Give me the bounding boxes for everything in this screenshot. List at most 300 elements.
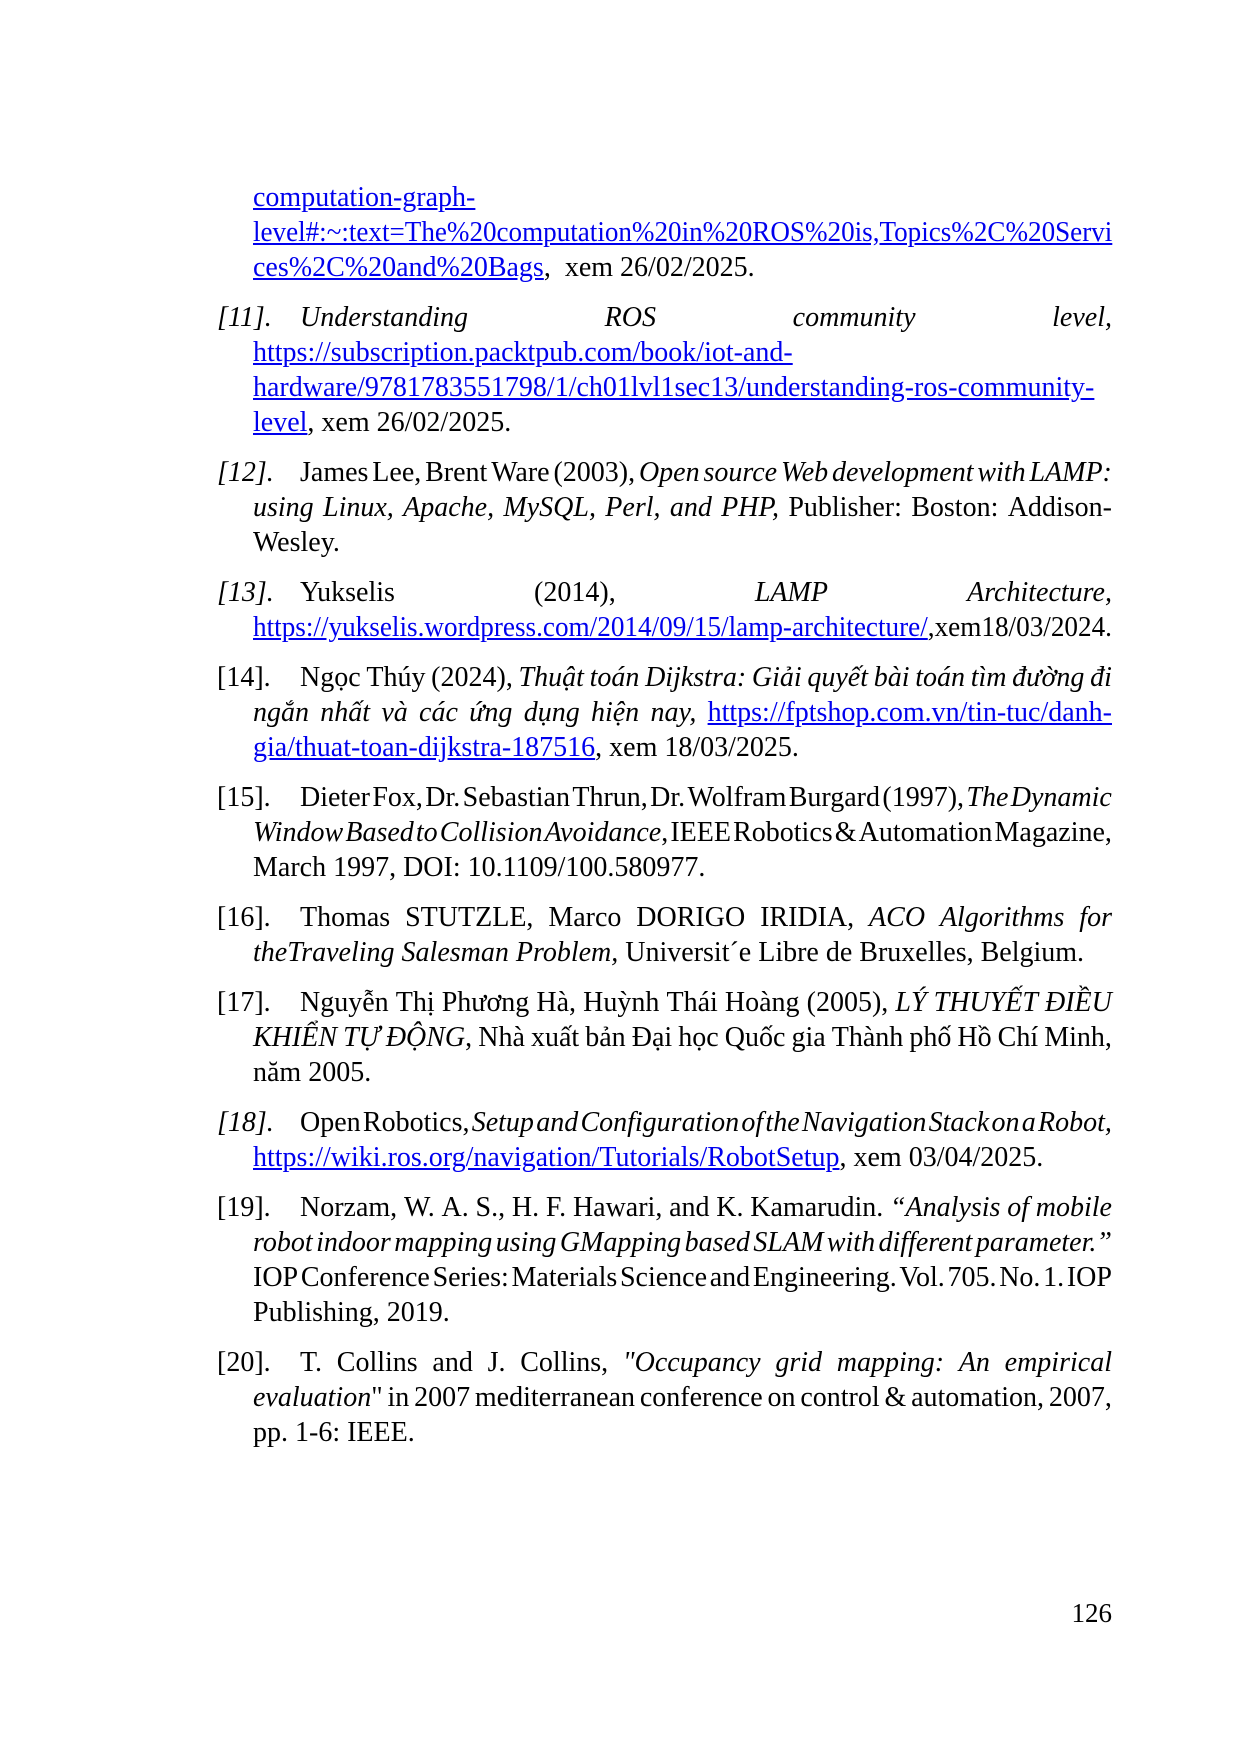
text-run: 2007, bbox=[1048, 1382, 1112, 1413]
text-run: Hồ bbox=[957, 1022, 992, 1053]
reference-entry bbox=[217, 575, 1112, 645]
reference-line bbox=[253, 1055, 1112, 1090]
text-run: Sebastian bbox=[462, 782, 570, 813]
text-run: control bbox=[800, 1382, 880, 1413]
text-run: gia bbox=[791, 1022, 826, 1053]
text-run: ACO bbox=[869, 902, 926, 933]
text-run: Addison- bbox=[1007, 492, 1112, 523]
text-run: robot bbox=[253, 1227, 313, 1258]
text-run: Understanding bbox=[300, 302, 468, 333]
reference-line bbox=[300, 300, 1112, 335]
word-group bbox=[403, 490, 494, 525]
word-group bbox=[703, 455, 777, 490]
text-run: (2005), bbox=[806, 987, 889, 1018]
word-group bbox=[967, 575, 1112, 610]
text-run: J. bbox=[487, 1347, 506, 1378]
word-group bbox=[882, 780, 964, 815]
reference-line bbox=[253, 730, 1112, 765]
text-run: IEEE bbox=[670, 817, 731, 848]
text-run: , bbox=[465, 1022, 473, 1053]
text-run: Avoidance bbox=[544, 817, 662, 848]
hyperlink[interactable]: https://fptshop.com.vn/tin-tuc/danh- bbox=[707, 697, 1112, 728]
reference-list bbox=[217, 300, 1112, 1450]
text-run: T. bbox=[300, 1347, 323, 1378]
word-group bbox=[1049, 1380, 1112, 1415]
reference-label: [11]. bbox=[217, 302, 272, 333]
word-group bbox=[879, 1225, 973, 1260]
word-group bbox=[433, 1260, 509, 1295]
word-group bbox=[753, 1260, 897, 1295]
word-group bbox=[1007, 1190, 1029, 1225]
word-group bbox=[832, 455, 974, 490]
word-group bbox=[940, 900, 1064, 935]
hyperlink[interactable]: hardware/9781783551798/1/ch01lvl1sec13/understanding-ros-community- bbox=[253, 372, 1095, 403]
word-group bbox=[929, 1105, 990, 1140]
word-group bbox=[1029, 455, 1111, 490]
word-group bbox=[995, 815, 1112, 850]
reference-label: [13]. bbox=[217, 577, 274, 608]
text-run: Window bbox=[253, 817, 344, 848]
text-run: Automation bbox=[858, 817, 993, 848]
word-group bbox=[991, 1105, 1019, 1140]
text-run: Apache, bbox=[403, 492, 495, 523]
text-run: LAMP: bbox=[1029, 457, 1112, 488]
word-group bbox=[300, 575, 395, 610]
hyperlink[interactable]: level bbox=[253, 407, 308, 438]
reference-line bbox=[300, 1345, 1112, 1380]
hyperlink[interactable]: https://yukselis.wordpress.com/2014/09/15/lamp-architecture/ bbox=[253, 612, 928, 643]
reference-line bbox=[300, 455, 1112, 490]
word-group bbox=[1038, 1105, 1112, 1140]
text-run: mobile bbox=[1035, 1192, 1112, 1223]
reference-line bbox=[253, 815, 1112, 850]
reference-continuation bbox=[217, 180, 1112, 285]
text-run: LÝ bbox=[895, 987, 927, 1018]
references-section bbox=[217, 180, 1112, 1450]
reference-line bbox=[300, 900, 1112, 935]
text-run: (2003), bbox=[553, 457, 636, 488]
word-group bbox=[832, 1020, 904, 1055]
text-run: Vol. bbox=[899, 1262, 945, 1293]
word-group bbox=[520, 1345, 608, 1380]
word-group bbox=[895, 985, 926, 1020]
word-group bbox=[469, 695, 512, 730]
word-group bbox=[890, 1190, 1000, 1225]
text-run: community bbox=[792, 302, 916, 333]
word-group bbox=[948, 1260, 997, 1295]
text-run: a bbox=[1021, 1107, 1036, 1138]
word-group bbox=[316, 1225, 391, 1260]
text-run: parameter.” bbox=[975, 1227, 1112, 1258]
hyperlink[interactable]: level#:~:text=The%20computation%20in%20ROS%20is,Topics%2C%20Servi bbox=[253, 217, 1113, 248]
text-run: Boston: bbox=[911, 492, 999, 523]
hyperlink[interactable]: https://subscription.packtpub.com/book/iot-and- bbox=[253, 337, 793, 368]
text-run: ROS bbox=[604, 302, 656, 333]
text-run: March 1997, DOI: 10.1109/100.580977. bbox=[253, 852, 706, 883]
word-group bbox=[300, 1190, 397, 1225]
text-run: grid bbox=[775, 1347, 823, 1378]
word-group bbox=[971, 660, 1007, 695]
text-run: (1997), bbox=[882, 782, 965, 813]
word-group bbox=[669, 1190, 709, 1225]
text-run: hiện bbox=[590, 697, 640, 728]
word-group bbox=[396, 985, 435, 1020]
word-group bbox=[788, 490, 902, 525]
text-run: Dr. bbox=[425, 782, 461, 813]
text-run: đi bbox=[1090, 662, 1112, 693]
reference-line bbox=[253, 215, 1113, 250]
word-group bbox=[253, 1380, 383, 1415]
text-run: An bbox=[958, 1347, 990, 1378]
word-group bbox=[1079, 900, 1112, 935]
word-group bbox=[425, 455, 487, 490]
word-group bbox=[791, 1020, 825, 1055]
word-group bbox=[793, 300, 916, 335]
text-run: Linux, bbox=[323, 492, 394, 523]
word-group bbox=[640, 1380, 763, 1415]
text-run: using bbox=[253, 492, 314, 523]
word-group bbox=[802, 1105, 926, 1140]
word-group bbox=[253, 695, 309, 730]
text-run: with bbox=[826, 1227, 876, 1258]
text-run: Series: bbox=[432, 1262, 509, 1293]
word-group bbox=[725, 985, 800, 1020]
text-run: nhất bbox=[320, 697, 371, 728]
text-run: , xem 03/04/2025. bbox=[839, 1142, 1044, 1173]
word-group bbox=[553, 455, 635, 490]
text-run: F. bbox=[545, 1192, 567, 1223]
text-run: pp. 1-6: IEEE. bbox=[253, 1417, 415, 1448]
word-group bbox=[645, 660, 746, 695]
word-group bbox=[381, 695, 407, 730]
text-run: 18/03/2024. bbox=[981, 612, 1112, 643]
text-run: THUYẾT bbox=[933, 987, 1038, 1018]
text-run: Algorithms bbox=[939, 902, 1065, 933]
word-group bbox=[977, 455, 1025, 490]
text-run: mediterranean bbox=[474, 1382, 636, 1413]
word-group bbox=[372, 780, 423, 815]
text-run: No. bbox=[999, 1262, 1041, 1293]
text-run: W. bbox=[403, 1192, 435, 1223]
word-group bbox=[440, 815, 543, 850]
word-group bbox=[475, 1380, 635, 1415]
word-group bbox=[387, 1380, 409, 1415]
word-group bbox=[372, 455, 421, 490]
word-group bbox=[536, 1105, 578, 1140]
word-group bbox=[590, 660, 640, 695]
word-group bbox=[884, 1380, 906, 1415]
text-run: Publishing, 2019. bbox=[253, 1297, 450, 1328]
text-run: using bbox=[495, 1227, 557, 1258]
word-group bbox=[583, 985, 659, 1020]
text-run: Dijkstra: bbox=[645, 662, 747, 693]
word-group bbox=[1043, 1260, 1064, 1295]
word-group bbox=[253, 1225, 313, 1260]
word-group bbox=[837, 1345, 944, 1380]
hyperlink[interactable]: computation-graph- bbox=[253, 182, 476, 213]
word-group bbox=[253, 610, 935, 645]
text-run: on bbox=[991, 1107, 1020, 1138]
text-run: Robot, bbox=[1037, 1107, 1112, 1138]
word-group bbox=[623, 1345, 761, 1380]
text-run: Thúy bbox=[366, 662, 426, 693]
word-group bbox=[670, 490, 712, 525]
word-group bbox=[708, 695, 1112, 730]
text-run: and bbox=[669, 1192, 710, 1223]
text-run: Dynamic bbox=[1010, 782, 1112, 813]
reference-line bbox=[253, 525, 1112, 560]
text-run: Configuration bbox=[580, 1107, 740, 1138]
word-group bbox=[300, 1345, 322, 1380]
word-group bbox=[755, 575, 828, 610]
text-run: K. bbox=[716, 1192, 744, 1223]
word-group bbox=[366, 660, 425, 695]
word-group bbox=[1008, 490, 1112, 525]
word-group bbox=[524, 695, 580, 730]
reference-line bbox=[253, 490, 1112, 525]
word-group bbox=[1005, 1345, 1112, 1380]
text-run: , xem 18/03/2025. bbox=[595, 732, 799, 763]
hyperlink[interactable]: gia/thuat-toan-dijkstra-187516 bbox=[253, 732, 596, 763]
hyperlink[interactable]: ces%2C%20and%20Bags bbox=[253, 252, 544, 283]
word-group bbox=[573, 1190, 662, 1225]
word-group bbox=[343, 1020, 380, 1055]
word-group bbox=[1012, 660, 1084, 695]
reference-label: [15]. bbox=[217, 782, 271, 813]
word-group bbox=[548, 900, 621, 935]
word-group bbox=[670, 815, 731, 850]
text-run: , xem 26/02/2025. bbox=[307, 407, 512, 438]
word-group bbox=[760, 900, 854, 935]
word-group bbox=[496, 1225, 557, 1260]
word-group bbox=[320, 695, 370, 730]
text-run: STUTZLE, bbox=[405, 902, 534, 933]
text-run: Science bbox=[619, 1262, 708, 1293]
text-run: Magazine, bbox=[994, 817, 1112, 848]
word-group bbox=[253, 815, 343, 850]
text-run: Marco bbox=[548, 902, 622, 933]
word-group bbox=[491, 455, 549, 490]
word-group bbox=[807, 660, 868, 695]
word-group bbox=[666, 985, 717, 1020]
text-run: " bbox=[371, 1382, 383, 1413]
text-run: & bbox=[884, 1382, 907, 1413]
reference-line bbox=[253, 335, 1112, 370]
word-group bbox=[710, 1260, 750, 1295]
word-group bbox=[300, 455, 368, 490]
word-group bbox=[911, 1380, 1044, 1415]
text-run: in bbox=[387, 1382, 410, 1413]
text-run: IOP bbox=[1066, 1262, 1112, 1293]
text-run: Materials bbox=[511, 1262, 618, 1293]
reference-label: [16]. bbox=[217, 902, 271, 933]
text-run: conference bbox=[639, 1382, 763, 1413]
text-run: Đại bbox=[631, 1022, 673, 1053]
text-run: James bbox=[300, 457, 369, 488]
word-group bbox=[639, 455, 700, 490]
text-run: Giải bbox=[751, 662, 802, 693]
text-run: Web bbox=[780, 457, 829, 488]
text-run: Kamarudin. bbox=[750, 1192, 884, 1223]
reference-line bbox=[300, 575, 1112, 610]
text-run: Thành bbox=[831, 1022, 904, 1053]
word-group bbox=[545, 815, 669, 850]
text-run: source bbox=[703, 457, 778, 488]
text-run: and bbox=[432, 1347, 473, 1378]
text-run: H. bbox=[511, 1192, 540, 1223]
word-group bbox=[1090, 660, 1112, 695]
text-run: Perl, bbox=[605, 492, 661, 523]
text-run: with bbox=[977, 457, 1026, 488]
text-run: xuất bbox=[530, 1022, 580, 1053]
text-run: Huỳnh bbox=[583, 987, 660, 1018]
word-group bbox=[503, 490, 596, 525]
text-run: IOP bbox=[253, 1262, 299, 1293]
word-group bbox=[531, 1020, 579, 1055]
text-run: quyết bbox=[807, 662, 869, 693]
text-run: nay, bbox=[650, 697, 697, 728]
word-group bbox=[789, 780, 880, 815]
text-run: evaluation bbox=[253, 1382, 372, 1413]
text-run: Yukselis bbox=[300, 577, 395, 608]
word-group bbox=[300, 300, 468, 335]
text-run: toán bbox=[915, 662, 965, 693]
text-run: bài bbox=[873, 662, 910, 693]
text-run: for bbox=[1079, 902, 1112, 933]
reference-entry bbox=[217, 1190, 1112, 1330]
word-group bbox=[650, 695, 696, 730]
reference-line bbox=[253, 935, 1112, 970]
word-group bbox=[300, 985, 389, 1020]
reference-line bbox=[253, 1140, 1112, 1175]
text-run: Stack bbox=[928, 1107, 990, 1138]
text-run: and bbox=[709, 1262, 751, 1293]
word-group bbox=[442, 1190, 469, 1225]
reference-label: [20]. bbox=[217, 1347, 271, 1378]
word-group bbox=[394, 1225, 492, 1260]
text-run: Universit´e Libre de Bruxelles, Belgium. bbox=[618, 937, 1085, 968]
text-run: , bbox=[927, 612, 935, 643]
word-group bbox=[935, 610, 982, 645]
text-run: Thrun, bbox=[572, 782, 648, 813]
word-group bbox=[725, 1020, 786, 1055]
text-run: Engineering. bbox=[752, 1262, 897, 1293]
word-group bbox=[767, 1380, 795, 1415]
word-group bbox=[869, 900, 925, 935]
word-group bbox=[386, 1020, 472, 1055]
text-run: toán bbox=[589, 662, 640, 693]
text-run: Thomas bbox=[300, 902, 391, 933]
word-group bbox=[476, 1190, 506, 1225]
text-run: (2024), bbox=[431, 662, 513, 693]
text-run: tìm bbox=[970, 662, 1007, 693]
text-run: Quốc bbox=[724, 1022, 786, 1053]
text-run: xem bbox=[934, 612, 982, 643]
word-group bbox=[959, 1345, 990, 1380]
word-group bbox=[363, 1105, 470, 1140]
text-run: 2007 bbox=[414, 1382, 471, 1413]
text-run: Norzam, bbox=[300, 1192, 398, 1223]
text-run: GMapping bbox=[559, 1227, 682, 1258]
text-run: Hoàng bbox=[724, 987, 800, 1018]
text-run: of bbox=[1007, 1192, 1029, 1223]
reference-line bbox=[253, 1415, 1112, 1450]
text-run: Thuật bbox=[518, 662, 584, 693]
word-group bbox=[678, 1020, 718, 1055]
page-number: 126 bbox=[1071, 1598, 1112, 1628]
reference-entry bbox=[217, 985, 1112, 1090]
word-group bbox=[253, 1020, 337, 1055]
text-run: PHP, bbox=[721, 492, 779, 523]
text-run: mapping: bbox=[836, 1347, 945, 1378]
reference-line bbox=[253, 1260, 1112, 1295]
text-run: Fox, bbox=[372, 782, 423, 813]
reference-line bbox=[253, 610, 1112, 645]
word-group bbox=[300, 780, 370, 815]
text-run: automation, bbox=[911, 1382, 1045, 1413]
text-run: Thị bbox=[395, 987, 435, 1018]
word-group bbox=[337, 1345, 418, 1380]
text-run: ngắn bbox=[253, 697, 309, 728]
word-group bbox=[909, 1020, 951, 1055]
reference-line bbox=[300, 1105, 1112, 1140]
reference-entry bbox=[217, 1105, 1112, 1175]
reference-line bbox=[253, 250, 1112, 285]
text-run: dụng bbox=[523, 697, 580, 728]
reference-entry bbox=[217, 660, 1112, 765]
text-run: 1. bbox=[1043, 1262, 1065, 1293]
word-group bbox=[1044, 1020, 1112, 1055]
text-run: the bbox=[765, 1107, 800, 1138]
text-run: level, bbox=[1052, 302, 1112, 333]
text-run: Collins, bbox=[520, 1347, 609, 1378]
word-group bbox=[999, 1260, 1040, 1295]
text-run: , xem 26/02/2025. bbox=[543, 252, 755, 283]
text-run: năm 2005. bbox=[253, 1057, 372, 1088]
text-run: theTraveling Salesman Problem, bbox=[253, 937, 619, 968]
word-group bbox=[546, 1190, 566, 1225]
word-group bbox=[1067, 1260, 1112, 1295]
word-group bbox=[650, 780, 685, 815]
text-run: empirical bbox=[1004, 1347, 1112, 1378]
hyperlink[interactable]: https://wiki.ros.org/navigation/Tutorials/RobotSetup bbox=[253, 1142, 840, 1173]
text-run: on bbox=[767, 1382, 796, 1413]
word-group bbox=[512, 1260, 618, 1295]
text-run: Open bbox=[300, 1107, 361, 1138]
word-group bbox=[560, 1225, 681, 1260]
text-run: 705. bbox=[947, 1262, 997, 1293]
text-run: "Occupancy bbox=[622, 1347, 761, 1378]
word-group bbox=[432, 1345, 472, 1380]
word-group bbox=[442, 985, 530, 1020]
word-group bbox=[765, 1105, 799, 1140]
text-run: ĐIỀU bbox=[1044, 987, 1112, 1018]
text-run: Hà, bbox=[536, 987, 577, 1018]
word-group bbox=[419, 695, 458, 730]
text-run: TỰ bbox=[343, 1022, 380, 1053]
text-run: Open bbox=[638, 457, 700, 488]
word-group bbox=[300, 900, 390, 935]
text-run: Brent bbox=[425, 457, 488, 488]
reference-line bbox=[300, 1190, 1112, 1225]
text-run: Based bbox=[345, 817, 414, 848]
reference-line bbox=[253, 405, 1112, 440]
text-run: Navigation bbox=[801, 1107, 927, 1138]
text-run: and bbox=[536, 1107, 579, 1138]
word-group bbox=[750, 1190, 883, 1225]
text-run: Wolfram bbox=[687, 782, 787, 813]
reference-line bbox=[253, 850, 1112, 885]
